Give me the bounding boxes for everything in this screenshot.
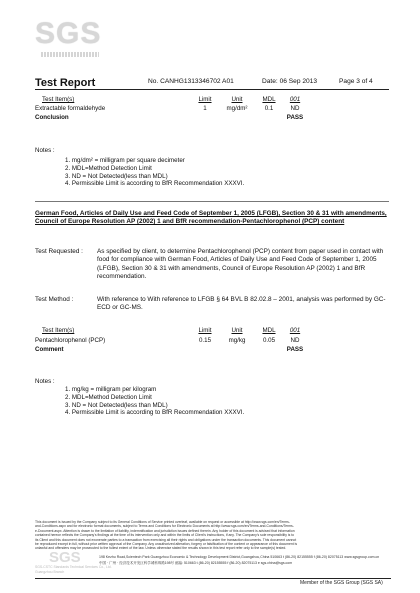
disclaimer-line: unlawful and offenders may be prosecuted to the fullest extent of the law. Unless otherwise stated the results shown in this test report refer only to the sample(s) tested. (35, 546, 287, 551)
footer-branch: Guangzhou Branch (35, 570, 65, 574)
test-requested-label: Test Requested : (35, 248, 83, 255)
member-line: Member of the SGS Group (SGS SA) (300, 580, 383, 586)
footer-rule (35, 578, 391, 579)
col-header-unit: Unit (231, 96, 243, 103)
footer-company-name: SGS-CSTC Standards Technical Services Co., Ltd. (35, 565, 112, 569)
col-header-item: Test Item(s) (42, 327, 75, 334)
note-item: 2. MDL=Method Detection Limit (65, 393, 152, 401)
disclaimer-line: its Client and this document does not exonerate parties to a transaction from exercising all their rights and obligations under the transaction documents. This document cannot (35, 537, 297, 542)
row-limit: 1 (203, 105, 207, 112)
notes-list-1 (65, 157, 244, 188)
conclusion-label: Conclusion (35, 114, 69, 121)
row-item: Extractable formaldehyde (35, 105, 106, 112)
notes-label-2: Notes : (35, 378, 55, 385)
disclaimer-line: and-Conditions.aspx and for electronic format documents, subject to Terms and Conditions for Electronic Documents at http://www.sgs.com/en/Terms-and-Conditions/Terms- (35, 524, 294, 529)
row-item: Pentachlorophenol (PCP) (35, 337, 106, 344)
footer-disclaimer (35, 520, 391, 551)
col-header-mdl: MDL (262, 327, 276, 334)
footer-sgs-logo (35, 548, 112, 578)
row-unit: mg/dm² (226, 105, 248, 112)
row-result: ND (290, 105, 300, 112)
test-requested-text: As specified by client, to determine Pentachlorophenol (PCP) content from paper used in contact with food for compliance with German Food, Articles of Daily Use and Feed Code of September 1, 2005 (LFGB), Section 30 & 31 with amendments, Council of Europe Resolution AP (2002) 1 and BfR recommendation. (97, 248, 384, 281)
report-date: Date: 06 Sep 2013 (262, 78, 317, 85)
row-result: ND (290, 337, 300, 344)
report-title: Test Report (35, 77, 96, 89)
section-divider (35, 201, 389, 202)
sgs-logo (35, 18, 105, 58)
logo-text: SGS (35, 17, 102, 50)
notes-list-2 (65, 386, 244, 417)
note-item: 2. MDL=Method Detection Limit (65, 164, 152, 172)
note-item: 4. Permissible Limit is according to BfR Recommendation XXXVI. (65, 180, 245, 188)
test-method-text: With reference to With reference to LFGB § 64 BVL B 82.02.8 – 2001, analysis was performed by GC-ECD or GC-MS. (97, 296, 386, 312)
disclaimer-line: contained hereon reflects the Company's findings at the time of its intervention only and within the limits of Client's instructions, if any. The Company's sole responsibility is to (35, 533, 295, 538)
col-header-mdl: MDL (262, 96, 276, 103)
note-item: 1. mg/dm² = milligram per square decimeter (65, 157, 185, 164)
row-mdl: 0.1 (264, 105, 274, 112)
col-header-item: Test Item(s) (42, 96, 75, 103)
footer-logo-text: SGS (49, 549, 81, 566)
col-header-limit: Limit (198, 327, 212, 334)
row-limit: 0.15 (198, 337, 212, 344)
disclaimer-line: be reproduced except in full, without prior written approval of the Company. Any unauthorized alteration, forgery or falsification of the content or appearance of this document is (35, 541, 298, 546)
disclaimer-line: This document is issued by the Company subject to its General Conditions of Service printed overleaf, available on request or accessible at http://www.sgs.com/en/Terms- (35, 520, 290, 524)
logo-bar (41, 52, 99, 57)
note-item: 4. Permissible Limit is according to BfR Recommendation XXXVI. (65, 409, 245, 417)
col-header-sample: 001 (289, 327, 301, 334)
disclaimer-line: e-Document.aspx. Attention is drawn to the limitation of liability, indemnification and jurisdiction issues defined therein. Any holder of this document is advised that information (35, 528, 295, 533)
footer-address-cn: 中国 · 广州 · 经济技术开发区科学城科珠路198号 邮编: 510663 t (86-20) 82155555 f (86-20) 82075113 e sgs.china@sgs.com (99, 561, 293, 565)
comment-label: Comment (35, 346, 64, 353)
conclusion-value: PASS (286, 114, 304, 121)
page-number: Page 3 of 4 (339, 78, 373, 85)
notes-label-1: Notes : (35, 147, 55, 154)
test-method-label: Test Method : (35, 296, 74, 303)
col-header-sample: 001 (289, 96, 301, 103)
section-title: German Food, Articles of Daily Use and Feed Code of September 1, 2005 (LFGB), Section 30 & 31 with amendments, Council of Europe Resolution AP (2002) 1 and BfR recommendation-Pentachlorophenol (PCP) content (35, 210, 387, 226)
col-header-limit: Limit (198, 96, 212, 103)
report-number: No. CANHG1313346702 A01 (148, 78, 234, 85)
header-rule (35, 89, 389, 90)
note-item: 3. ND = Not Detected(less than MDL) (65, 401, 168, 409)
note-item: 1. mg/kg = milligram per kilogram (65, 386, 157, 393)
comment-value: PASS (286, 346, 304, 353)
row-mdl: 0.05 (262, 337, 276, 344)
row-unit: mg/kg (228, 337, 246, 344)
footer-address-en: 198 Kezhu Road,Scientech Park Guangzhou Economic & Technology Development District,Guangzhou,China 510663 t (86-20) 82155555 f (86-20) 82075113 www.sgsgroup.com.cn (99, 555, 380, 559)
col-header-unit: Unit (231, 327, 243, 334)
note-item: 3. ND = Not Detected(less than MDL) (65, 172, 168, 180)
